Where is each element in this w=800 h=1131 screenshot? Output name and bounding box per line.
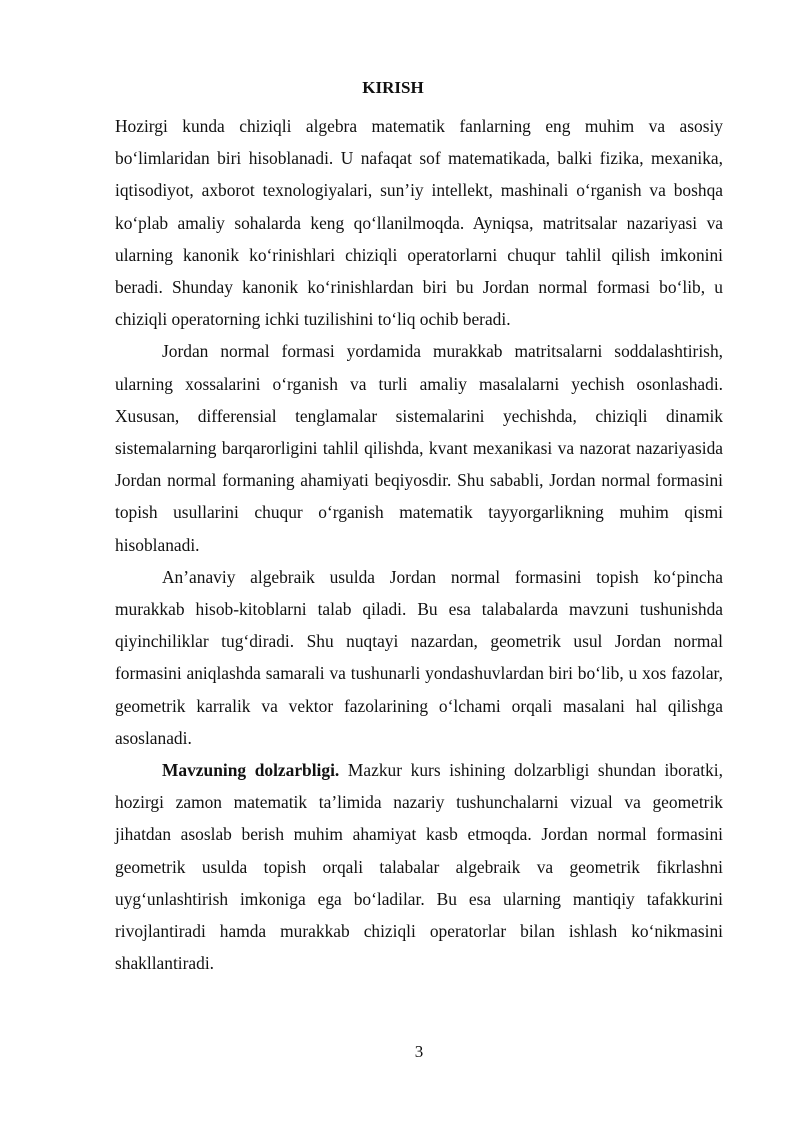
relevance-heading: Mavzuning dolzarbligi. [162, 760, 340, 781]
paragraph-relevance [115, 754, 723, 979]
body-text [115, 110, 723, 979]
paragraph-intro: Hozirgi kunda chiziqli algebra matematik fanlarning eng muhim va asosiy bo‘limlaridan biri hisoblanadi. U nafaqat sof matematikada, balki fizika, mexanika, iqtisodiyot, axborot texnologiyalari, sun’iy intellekt, mashinali o‘rganish va boshqa ko‘plab amaliy sohalarda keng qo‘llanilmoqda. Ayniqsa, matritsalar nazariyasi va ularning kanonik ko‘rinishlari chiziqli operatorlarni chuqur tahlil qilish imkonini beradi. Shunday kanonik ko‘rinishlardan biri bu Jordan normal formasi bo‘lib, u chiziqli operatorning ichki tuzilishini to‘liq ochib beradi. [115, 116, 723, 330]
page-title: KIRISH [362, 78, 424, 97]
paragraph-algebraic-method: An’anaviy algebraik usulda Jordan normal formasini topish ko‘pincha murakkab hisob-kitoblarni talab qiladi. Bu esa talabalarda mavzuni tushunishda qiyinchiliklar tug‘diradi. Shu nuqtayi nazardan, geometrik usul Jordan normal formasini aniqlashda samarali va tushunarli yondashuvlardan biri bo‘lib, u xos fazolar, geometrik karralik va vektor fazolarining o‘lchami orqali masalani hal qilishga asoslanadi. [115, 566, 723, 748]
relevance-text: Mazkur kurs ishining dolzarbligi shundan iboratki, hozirgi zamon matematik ta’limida nazariy tushunchalarni vizual va geometrik jihatdan asoslab berish muhim ahamiyat kasb etmoqda. Jordan normal formasini geometrik usulda topish orqali talabalar algebraik va geometrik fikrlashni uyg‘unlashtirish imkoniga ega bo‘ladilar. Bu esa ularning mantiqiy tafakkurini rivojlantiradi hamda murakkab chiziqli operatorlar bilan ishlash ko‘nikmasini shakllantiradi. [115, 760, 723, 974]
paragraph-jordan-usage: Jordan normal formasi yordamida murakkab matritsalarni soddalashtirish, ularning xossalarini o‘rganish va turli amaliy masalalarni yechish osonlashadi. Xususan, differensial tenglamalar sistemalarini yechishda, chiziqli dinamik sistemalarning barqarorligini tahlil qilishda, kvant mexanikasi va nazorat nazariyasida Jordan normal formaning ahamiyati beqiyosdir. Shu sababli, Jordan normal formasini topish usullarini chuqur o‘rganish matematik tayyorgarlikning muhim qismi hisoblanadi. [115, 341, 723, 555]
page-number: 3 [414, 1042, 424, 1061]
